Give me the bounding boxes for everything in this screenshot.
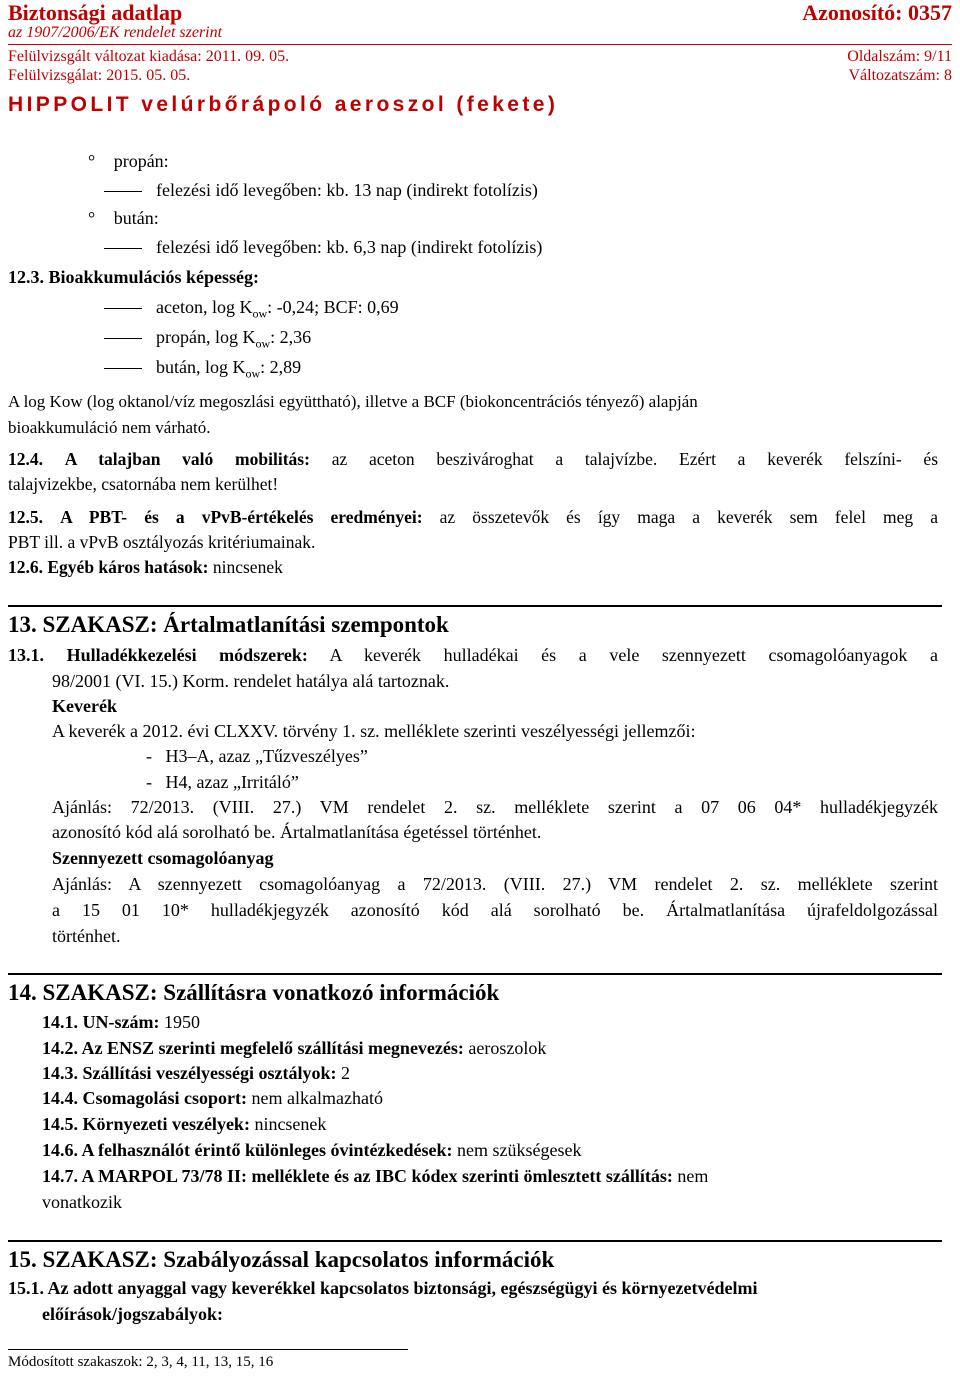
transport-item-un-number: 14.1. UN-szám: 1950 [42,1012,200,1032]
product-name: HIPPOLIT velúrbőrápoló aeroszol (fekete) [8,93,559,116]
footer-divider [8,1349,408,1350]
modified-sections: Módosított szakaszok: 2, 3, 4, 11, 13, 15, 16 [8,1354,274,1370]
section-12-6: 12.6. Egyéb káros hatások: nincsenek [8,557,283,577]
regulation-reference: az 1907/2006/EK rendelet szerint [8,24,223,41]
propane-item [88,151,169,172]
mixture-line: A keverék a 2012. évi CLXXV. törvény 1. sz. melléklete szerinti veszélyességi jellemzői: [52,721,696,741]
section-12-4-line2: talajvizekbe, csatornába nem kerülhet! [8,474,279,494]
revised-issue-date: Felülvizsgált változat kiadása: 2011. 09. 05. [8,48,290,65]
section-12-5-line2: PBT ill. a vPvB osztályozás kritériumainak. [8,532,316,552]
dash-bullet-icon [104,248,142,249]
header-divider [8,44,952,45]
packaging-line1: Ajánlás: A szennyezett csomagolóanyag a 72/2013. (VIII. 27.) VM rendelet 2. sz. melléklete szerint [52,874,938,894]
transport-item-marpol: 14.7. A MARPOL 73/78 II: melléklete és az IBC kódex szerinti ömlesztett szállítás: nem [42,1166,709,1186]
bioaccumulation-note-line1: A log Kow (log oktanol/víz megoszlási együttható), illetve a BCF (biokoncentrációs tényező) alapján [8,392,698,411]
section-15-1-line2: előírások/jogszabályok: [42,1304,224,1324]
document-title: Biztonsági adatlap [8,0,183,25]
section-13-divider [8,605,942,607]
mixture-heading: Keverék [52,696,117,716]
packaging-line3: történhet. [52,926,121,946]
section-12-5: 12.5. A PBT- és a vPvB-értékelés eredményei: az összetevők és így maga a keverék sem felel meg a [8,507,939,527]
page-number: Oldalszám: 9/11 [847,48,952,65]
section-13-heading: 13. SZAKASZ: Ártalmatlanítási szempontok [8,612,449,637]
degree-bullet-icon: ° [88,208,96,228]
section-12-6-title: Egyéb káros hatások: [47,557,209,577]
dash-bullet-icon [104,308,142,309]
recommendation-line2: azonosító kód alá sorolható be. Ártalmatlanítása égetéssel történhet. [52,822,542,842]
hazard-h4: - H4, azaz „Irritáló” [146,772,299,792]
document-id: Azonosító: 0357 [802,0,952,25]
transport-item-marpol-cont: vonatkozik [42,1192,122,1212]
packaging-heading: Szennyezett csomagolóanyag [52,848,274,868]
bioaccumulation-item-acetone: aceton, $\log K_{ow}$: -0,24; BCF: 0,69 [104,297,399,322]
section-12-6-value: nincsenek [212,557,283,577]
degree-bullet-icon: ° [88,151,96,171]
hazard-h3a: - H3–A, azaz „Tűzveszélyes” [146,746,368,766]
bioaccumulation-note-line2: bioakkumuláció nem várható. [8,418,211,437]
dash-bullet-icon [104,368,142,369]
butane-item [88,208,159,229]
section-12-4: 12.4. A talajban való mobilitás: az aceton beszivároghat a talajvízbe. Ezért a keverék felszíni- és [8,449,939,469]
section-14-divider [8,973,942,975]
version-number: Változatszám: 8 [848,67,952,84]
transport-item-precautions: 14.6. A felhasználót érintő különleges óvintézkedések: nem szükségesek [42,1140,582,1160]
recommendation-line1: Ajánlás: 72/2013. (VIII. 27.) VM rendelet 2. sz. melléklete szerint a 07 06 04* hulladékjegyzék [52,797,938,817]
butane-label: bután: [113,208,159,228]
review-date: Felülvizsgálat: 2015. 05. 05. [8,67,191,84]
transport-item-environmental: 14.5. Környezeti veszélyek: nincsenek [42,1114,327,1134]
section-12-5-title: A PBT- és a vPvB-értékelés eredményei: [60,507,423,527]
packaging-line2: a 15 01 10* hulladékjegyzék azonosító kód alá sorolható be. Ártalmatlanítása újrafeldolgozással [52,900,938,920]
section-13-1-line2: 98/2001 (VI. 15.) Korm. rendelet hatálya alá tartoznak. [52,671,450,691]
bioaccumulation-item-butane: bután, $\log K_{ow}$: 2,89 [104,357,301,382]
propane-halflife: felezési idő levegőben: kb. 13 nap (indirekt fotolízis) [104,180,538,201]
section-15-divider [8,1240,942,1242]
section-12-4-title: A talajban való mobilitás: [64,449,310,469]
butane-halflife: felezési idő levegőben: kb. 6,3 nap (indirekt fotolízis) [104,237,542,258]
section-15-heading: 15. SZAKASZ: Szabályozással kapcsolatos információk [8,1247,555,1272]
propane-label: propán: [113,151,169,171]
section-15-1-line1: 15.1. Az adott anyaggal vagy keverékkel kapcsolatos biztonsági, egészségügyi és környezetvédelmi [8,1278,758,1298]
transport-item-shipping-name: 14.2. Az ENSZ szerinti megfelelő szállítási megnevezés: aeroszolok [42,1038,547,1058]
section-13-1-title: Hulladékkezelési módszerek: [66,645,308,665]
section-12-3-title: 12.3. Bioakkumulációs képesség: [8,267,260,287]
bioaccumulation-item-propane: propán, $\log K_{ow}$: 2,36 [104,327,311,352]
dash-bullet-icon [104,338,142,339]
dash-bullet-icon [104,191,142,192]
section-14-heading: 14. SZAKASZ: Szállításra vonatkozó információk [8,980,500,1005]
transport-item-hazard-class: 14.3. Szállítási veszélyességi osztályok: 2 [42,1063,350,1083]
section-13-1: 13.1. Hulladékkezelési módszerek: A keverék hulladékai és a vele szennyezett csomagolóanyagok a [8,645,938,665]
transport-item-packing-group: 14.4. Csomagolási csoport: nem alkalmazható [42,1088,383,1108]
